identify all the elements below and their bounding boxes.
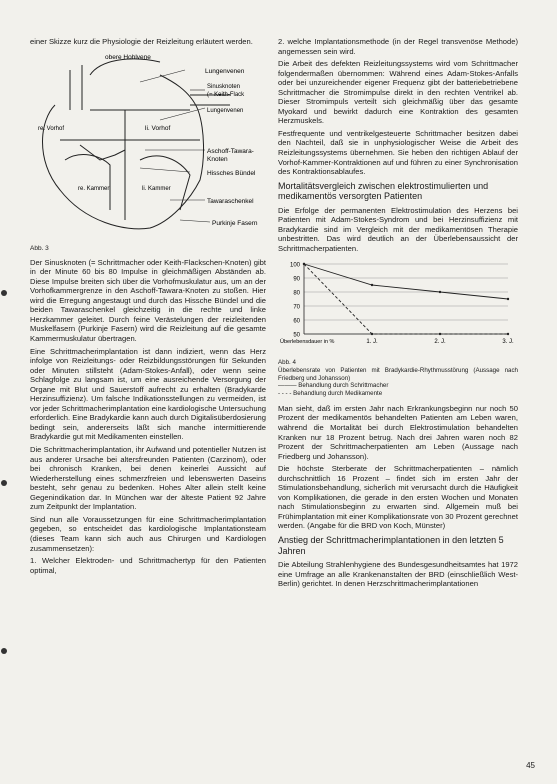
data-point bbox=[507, 333, 509, 335]
chart-legend-solid: ——— Behandlung durch Schrittmacher bbox=[278, 382, 389, 390]
label-lungenvenen2: Lungenvenen bbox=[207, 107, 244, 114]
label-hissches: Hissches Bündel bbox=[207, 169, 256, 177]
label-kammer-re: re. Kammer bbox=[78, 185, 110, 192]
paragraph: Die Abteilung Strahlenhygiene des Bundesgesundheitsamtes hat 1972 eine Umfrage an alle Krankenanstalten der BRD (einschließlich West-Berlin) gerichtet. In denen Herzschrittmacherimplantationen bbox=[278, 560, 518, 589]
left-column bbox=[30, 37, 266, 578]
data-point bbox=[303, 263, 305, 265]
y-tick-label: 80 bbox=[293, 290, 300, 297]
chart-caption bbox=[278, 359, 518, 398]
list-item: 1. Welcher Elektroden- und Schrittmachertyp für den Patienten optimal, bbox=[30, 556, 266, 575]
section-heading: Mortalitätsvergleich zwischen elektrostimulierten und medikamentös versorgten Patienten bbox=[278, 180, 489, 202]
label-sinusknoten2: (= Keith-Flack bbox=[207, 91, 245, 98]
label-aschoff: Aschoff-Tawara- bbox=[207, 147, 254, 155]
right-column bbox=[278, 37, 518, 592]
label-tawara: Tawaraschenkel bbox=[207, 197, 254, 205]
paragraph: Die Erfolge der permanenten Elektrostimulation des Herzens bei Patienten mit Adam-Stokes-Syndrom und bei Herzinsuffizienz mit Bradykardie sind im Vergleich mit der medikamentösen Therapie unbestritten. Das wird deutlich an der Überlebensaussicht der Schrittmacherpatienten. bbox=[278, 205, 518, 253]
y-tick-label: 100 bbox=[289, 262, 300, 269]
y-tick-label: 90 bbox=[293, 276, 300, 283]
y-tick-label: 50 bbox=[293, 332, 300, 339]
survival-chart bbox=[278, 256, 518, 359]
x-axis-label: Überlebensdauer in % bbox=[280, 339, 335, 346]
y-tick-label: 60 bbox=[293, 318, 300, 325]
data-point bbox=[439, 333, 441, 335]
paragraph: Die Schrittmacherimplantation, ihr Aufwand und potentieller Nutzen ist aus anderer Ursache bei altersfreunden Patienten (Carzinom), oder bei chronisch Kranken, bei denen keinerlei Aussicht auf Wiederherstellung eines schmerzfreien und lebenswerten Daseins besteht, sehr genau zu bedenken. Hohes Alter allein stellt keine Gegenindikation dar. In München war der älteste Patient 92 Jahre zum Zeitpunkt der Implantation. bbox=[30, 445, 266, 512]
data-point bbox=[371, 284, 373, 286]
label-sinusknoten: Sinusknoten bbox=[207, 83, 241, 90]
binder-hole bbox=[1, 290, 7, 296]
x-tick-label: 1. J. bbox=[366, 339, 378, 346]
label-purkinje: Purkinje Fasern bbox=[212, 219, 258, 227]
chart-caption-label: Abb. 4 bbox=[278, 358, 296, 366]
binder-hole bbox=[1, 648, 7, 654]
chart-caption-text: Überlebensrate von Patienten mit Bradykardie-Rhythmusstörung (Aussage nach Friedberg und Johansson) bbox=[278, 366, 518, 382]
x-tick-label: 2. J. bbox=[434, 339, 446, 346]
label-vorhof-re: re. Vorhof bbox=[38, 125, 65, 132]
paragraph: Festfrequente und ventrikelgesteuerte Schrittmacher besitzen dabei den Nachteil, daß sie in unphysiologischer Weise die Arbeit des Reizleitungssystems übernehmen. Sie heben den richtigen Ablauf der Vorhof-Kammer-Kontraktionen auf und führen zu einer Synchronisation des Kontraktionsablaufes. bbox=[278, 128, 518, 177]
paragraph: Eine Schrittmacherimplantation ist dann indiziert, wenn das Herz infolge von Reizleitungs- oder Reizbildungsstörungen für Sekunden oder Minuten stillsteht (Adam-Stokes-Anfall), oder wenn seine Schlagfolge zu langsam ist, um eine ausreichende Versorgung der Organe mit Blut und Sauerstoff aufrecht zu erhalten (Bradykarde Herzinsuffizienz). Um falsche Indikationsstellungen zu vermeiden, ist vor jeder Schrittmacherimplantation eine kardiologische Untersuchung erforderlich. Eine Bradykardie kann auch durch Digitalisüberdosierung bedingt sein, andererseits läßt sich manche intermittierende Bradykardie gut mit Medikamenten einstellen. bbox=[30, 346, 266, 442]
paragraph: Der Sinusknoten (= Schrittmacher oder Keith-Flackschen-Knoten) gibt in der Minute 60 bis 80 Impulse in gleichmäßigen Abständen ab. Diese Impulse breiten sich über die Vorhofmuskulatur aus, um an der Vorhofkammergrenze in den Aschoff-Tawara-Knoten zu stoßen. Hier wird die Erregung angestaugt und durch das Hissche Bündel und die beiden Tawaraschenkel gleichzeitig in die rechte und linke Herzkammer geleitet. Durch feine Verästelungen der reizleitenden Muskelfasern (Purkinje Fasern) wird die Reizleitung auf die gesamte Kammermuskulatur übertragen. bbox=[30, 257, 266, 344]
list-item: 2. welche Implantationsmethode (in der Regel transvenöse Methode) angemessen sein wird. bbox=[278, 37, 518, 56]
page-number: 45 bbox=[526, 761, 535, 770]
label-kammer-li: li. Kammer bbox=[142, 185, 171, 192]
y-tick-label: 70 bbox=[293, 304, 300, 311]
label-vorhof-li: li. Vorhof bbox=[145, 124, 171, 132]
heart-diagram bbox=[30, 50, 266, 254]
data-point bbox=[371, 333, 373, 335]
label-lungenvenen: Lungenvenen bbox=[205, 67, 245, 75]
binder-hole bbox=[1, 480, 7, 486]
paragraph: Die höchste Sterberate der Schrittmacherpatienten – nämlich durchschnittlich 16 Prozent – findet sich im ersten Jahr der Stimulationsbehandlung, sicherlich mit verursacht durch die Häufigkeit von Komplikationen, die gerade in den ersten Wochen und Monaten nach Stimulationsbeginn zu erwarten sind. Allgemein muß bei Frühimplantation mit einer Komplikationsrate von 30 Prozent gerechnet werden. (Angabe für die BRD von Koch, Münster) bbox=[278, 464, 518, 531]
section-heading: Anstieg der Schrittmacherimplantationen in den letzten 5 Jahren bbox=[278, 535, 504, 556]
intro-text: einer Skizze kurz die Physiologie der Reizleitung erläutert werden. bbox=[30, 37, 253, 46]
label-knoten: Knoten bbox=[207, 155, 228, 163]
paragraph: Man sieht, daß im ersten Jahr nach Erkrankungsbeginn nur noch 50 Prozent der medikamentös behandelten Patienten am Leben waren, während die Mortalität bei durch Elektrostimulation behandelten Kranken nur 18 Prozent betrug. Nach drei Jahren waren noch 82 Prozent der Schrittmacherpatienten am Leben (Aussage nach Friedberg und Johansson). bbox=[278, 403, 518, 461]
x-tick-label: 3. J. bbox=[502, 339, 514, 346]
paragraph: Sind nun alle Voraussetzungen für eine Schrittmacherimplantation gegeben, so entscheidet das kardiologische Implantationsteam (dieses Team kann sich auch aus Chirurgen und Kardiologen zusammensetzen): bbox=[30, 514, 266, 553]
chart-legend-dashed: - - - - Behandlung durch Medikamente bbox=[278, 390, 383, 398]
figure-label: Abb. 3 bbox=[30, 245, 49, 253]
label-obere-hohlvene: obere Hohlvene bbox=[105, 53, 151, 61]
series-line bbox=[304, 264, 508, 299]
data-point bbox=[507, 298, 509, 300]
paragraph: Die Arbeit des defekten Reizleitungssystems wird vom Schrittmacher folgendermaßen übernommen: Während eines Adam-Stokes-Anfalls oder bei unzureichender eigener Frequenz gibt der batteriebetriebene Schrittmacher die Stromimpulse direkt in den rechten Ventrikel ab. Dieser Stromimpuls verteilt sich gleichmäßig über das gesamte Myokard und bewirkt dadurch eine Kontraktion des gesamten Herzmuskels. bbox=[278, 59, 518, 126]
series-line bbox=[304, 264, 508, 334]
data-point bbox=[439, 291, 441, 293]
